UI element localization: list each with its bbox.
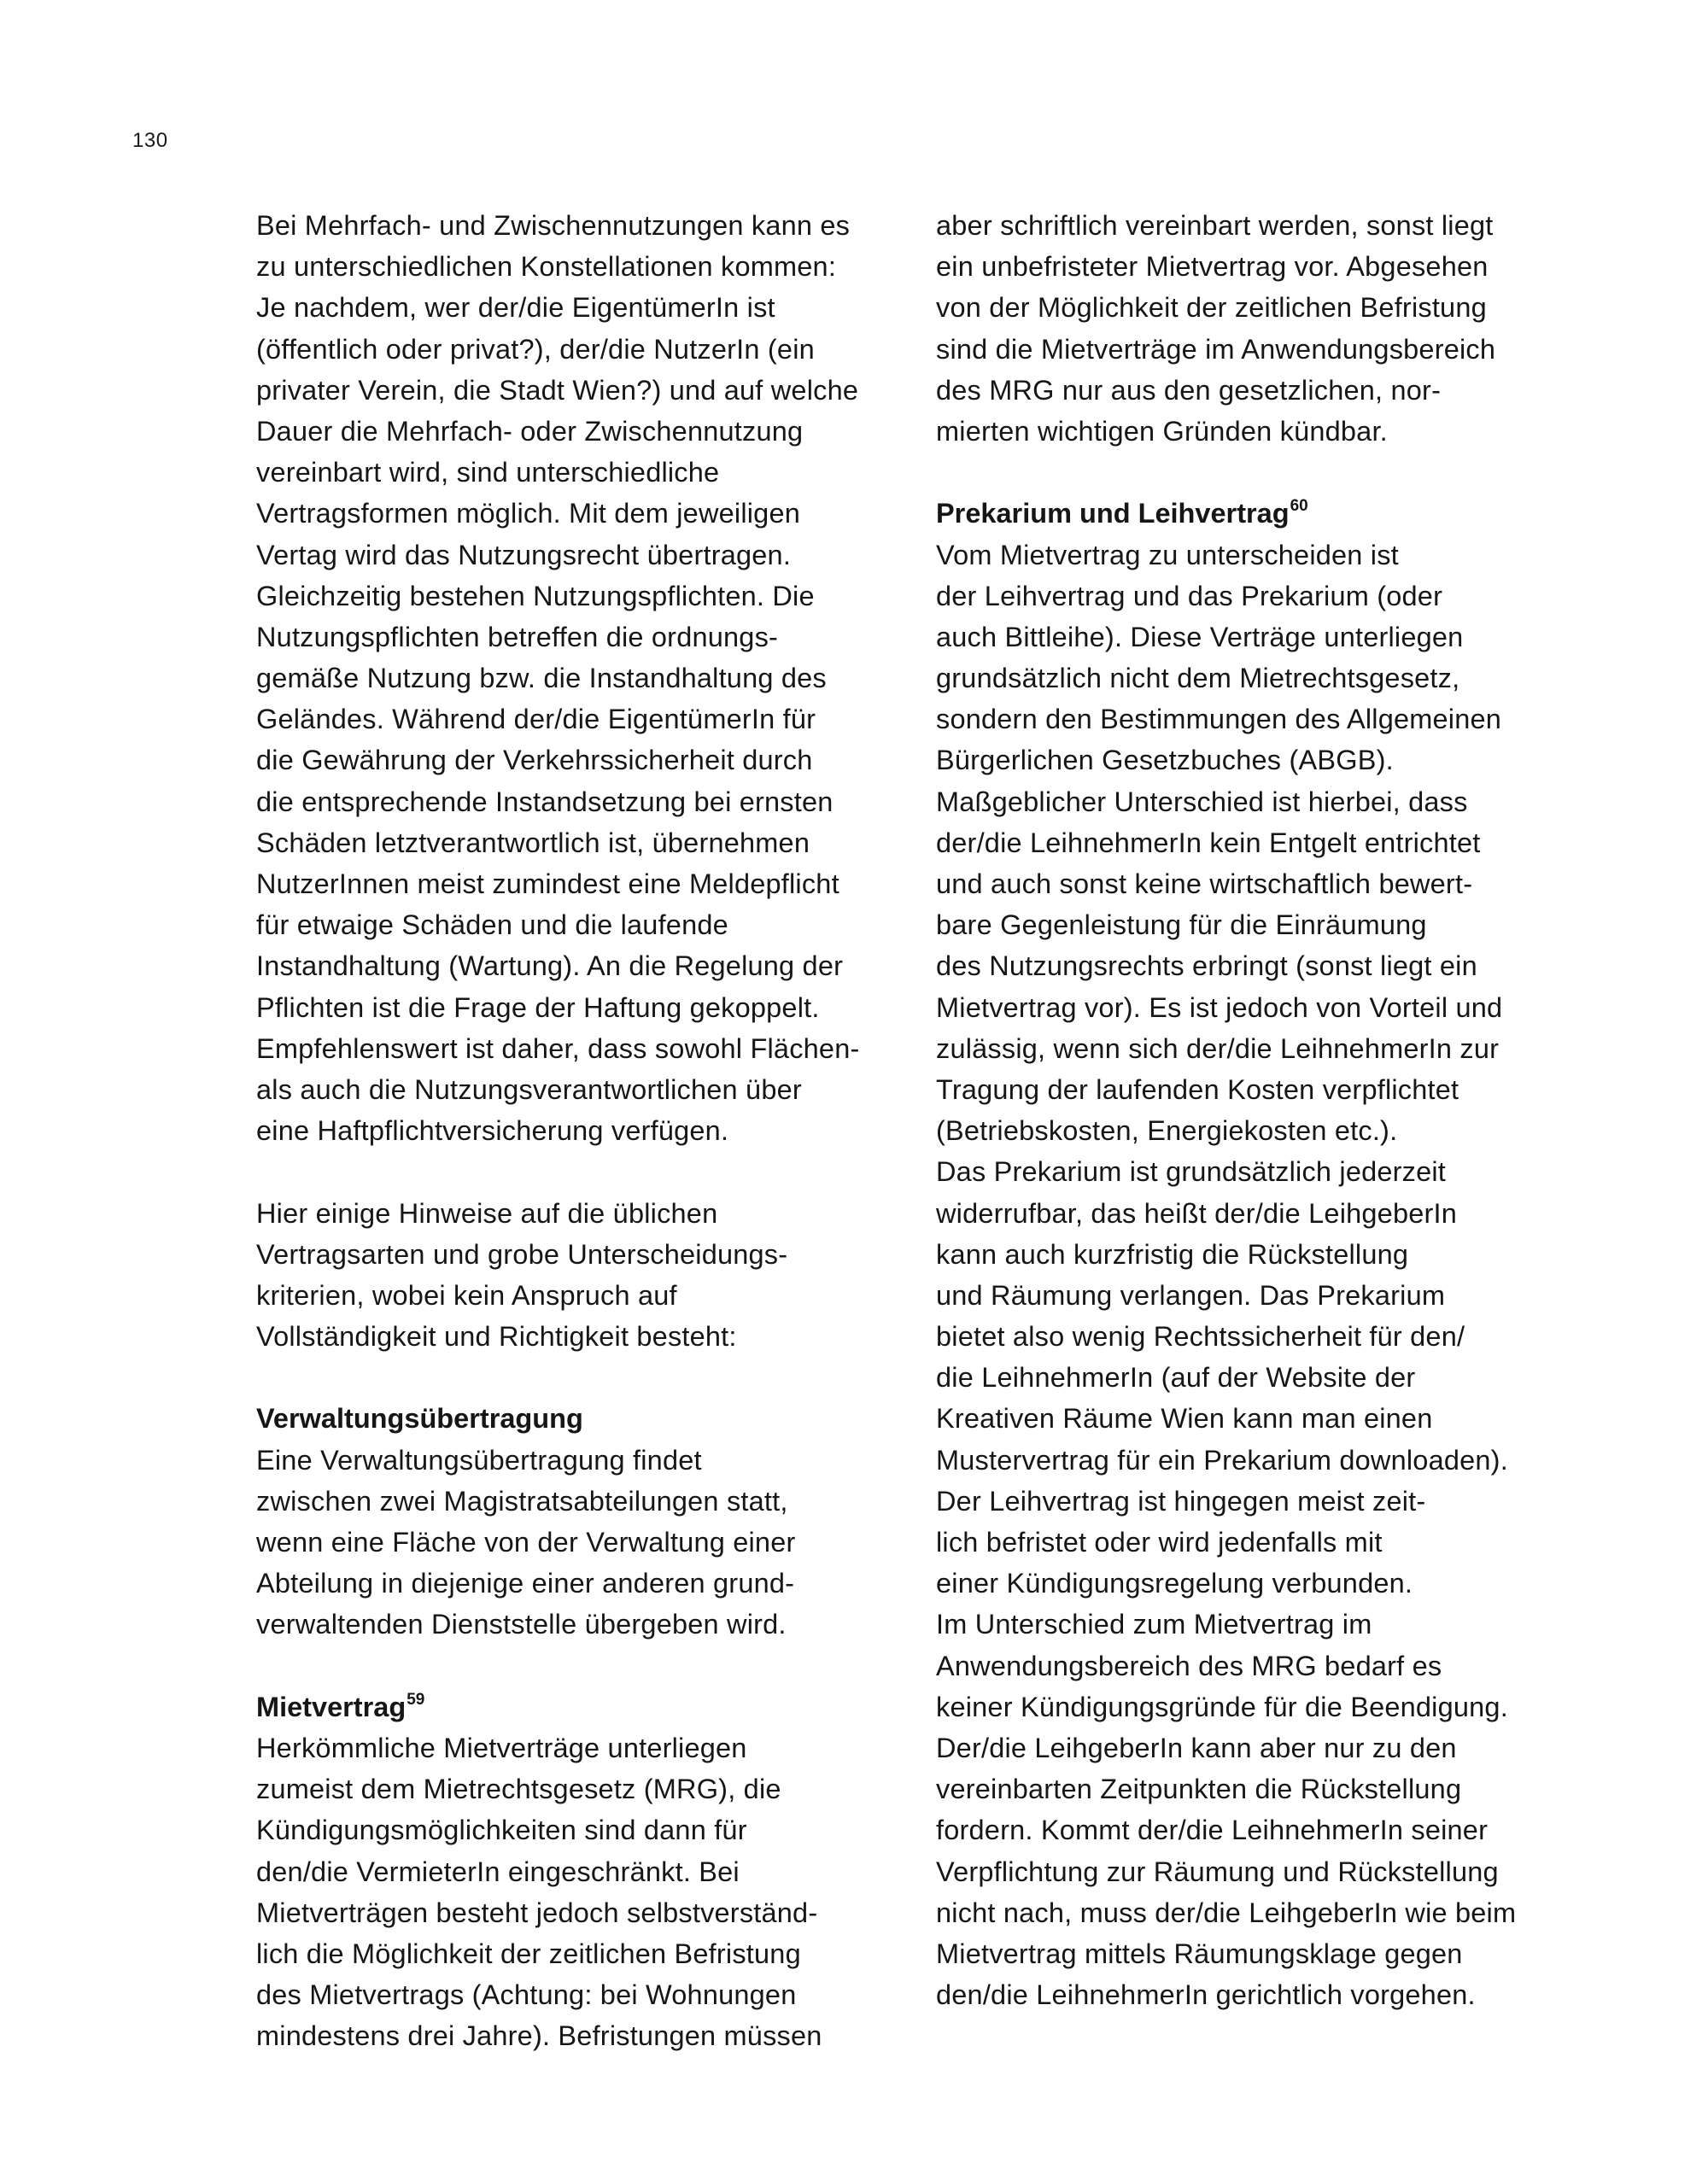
text-line: ein unbefristeter Mietvertrag vor. Abgesehen	[936, 251, 1489, 283]
text-line: NutzerInnen meist zumindest eine Meldepflicht	[256, 868, 839, 899]
text-line: des Mietvertrags (Achtung: bei Wohnungen	[256, 1979, 797, 2011]
text-line: auch Bittleihe). Diese Verträge unterliegen	[936, 621, 1464, 652]
text-line: Anwendungsbereich des MRG bedarf es	[936, 1650, 1442, 1681]
text-line: Vertragsarten und grobe Unterscheidungs-	[256, 1238, 788, 1270]
text-line: kriterien, wobei kein Anspruch auf	[256, 1279, 677, 1311]
text-line: (Betriebskosten, Energiekosten etc.).	[936, 1115, 1398, 1147]
text-line: kann auch kurzfristig die Rückstellung	[936, 1238, 1409, 1270]
text-line: Kreativen Räume Wien kann man einen	[936, 1403, 1433, 1435]
text-line: Hier einige Hinweise auf die üblichen	[256, 1197, 718, 1229]
left-column	[256, 205, 922, 2056]
text-line: Im Unterschied zum Mietvertrag im	[936, 1609, 1372, 1640]
text-line: keiner Kündigungsgründe für die Beendigung.	[936, 1691, 1508, 1722]
mietvertrag-continuation	[936, 205, 1602, 452]
text-line: für etwaige Schäden und die laufende	[256, 909, 728, 941]
section-mietvertrag	[256, 1686, 922, 2057]
text-line: lich befristet oder wird jedenfalls mit	[936, 1527, 1383, 1558]
text-line: zulässig, wenn sich der/die LeihnehmerIn zur	[936, 1032, 1500, 1064]
text-line: Geländes. Während der/die EigentümerIn für	[256, 704, 816, 735]
footnote-ref-59[interactable]: 59	[407, 1690, 425, 1709]
intro-paragraph	[256, 205, 922, 1151]
text-line: Empfehlenswert ist daher, dass sowohl Flächen-	[256, 1032, 860, 1064]
text-line: bietet also wenig Rechtssicherheit für den/	[936, 1321, 1465, 1353]
text-line: eine Haftpflichtversicherung verfügen.	[256, 1115, 729, 1147]
text-line: Vertragsformen möglich. Mit dem jeweiligen	[256, 498, 800, 529]
text-line: verwaltenden Dienststelle übergeben wird.	[256, 1609, 787, 1640]
section-verwaltungsuebertragung	[256, 1398, 922, 1645]
section-heading: Prekarium und Leihvertrag$^{60}$	[936, 497, 1308, 529]
text-line: der/die LeihnehmerIn kein Entgelt entrichtet	[936, 827, 1481, 858]
section-heading: Mietvertrag$^{59}$	[256, 1690, 425, 1722]
text-line: Herkömmliche Mietverträge unterliegen	[256, 1732, 747, 1763]
text-line: Bürgerlichen Gesetzbuches (ABGB).	[936, 745, 1394, 776]
section-body	[936, 535, 1602, 2016]
right-column	[936, 205, 1602, 2015]
text-line: Der Leihvertrag ist hingegen meist zeit-	[936, 1485, 1426, 1517]
text-line: einer Kündigungsregelung verbunden.	[936, 1568, 1413, 1599]
text-line: Dauer die Mehrfach- oder Zwischennutzung	[256, 415, 804, 447]
text-line: die Gewährung der Verkehrssicherheit durch	[256, 745, 813, 776]
text-line: bare Gegenleistung für die Einräumung	[936, 909, 1427, 941]
text-line: Verpflichtung zur Räumung und Rückstellung	[936, 1856, 1499, 1887]
text-line: zwischen zwei Magistratsabteilungen statt,	[256, 1485, 788, 1517]
text-line: Vertag wird das Nutzungsrecht übertragen.	[256, 539, 792, 570]
text-line: zumeist dem Mietrechtsgesetz (MRG), die	[256, 1774, 781, 1805]
text-line: Das Prekarium ist grundsätzlich jederzeit	[936, 1156, 1447, 1188]
text-line: wenn eine Fläche von der Verwaltung einer	[256, 1527, 796, 1558]
text-line: den/die VermieterIn eingeschränkt. Bei	[256, 1856, 740, 1887]
section-body	[256, 1440, 922, 1646]
text-line: fordern. Kommt der/die LeihnehmerIn seiner	[936, 1815, 1489, 1846]
text-line: Mietverträgen besteht jedoch selbstverständ-	[256, 1897, 818, 1928]
text-line: mierten wichtigen Gründen kündbar.	[936, 415, 1388, 447]
text-line: Pflichten ist die Frage der Haftung gekoppelt.	[256, 991, 820, 1023]
text-line: Vollständigkeit und Richtigkeit besteht:	[256, 1321, 737, 1353]
text-line: mindestens drei Jahre). Befristungen müssen	[256, 2020, 822, 2052]
text-line: Bei Mehrfach- und Zwischennutzungen kann es	[256, 210, 851, 241]
text-line: zu unterschiedlichen Konstellationen kommen:	[256, 251, 837, 283]
text-line: den/die LeihnehmerIn gerichtlich vorgehen.	[936, 1979, 1476, 2011]
footnote-ref-60[interactable]: 60	[1290, 497, 1308, 516]
paragraph-spacer	[256, 1357, 922, 1398]
section-heading: Verwaltungsübertragung	[256, 1403, 583, 1435]
text-line: Mietvertrag vor). Es ist jedoch von Vorteil und	[936, 991, 1503, 1023]
text-line: aber schriftlich vereinbart werden, sonst liegt	[936, 210, 1494, 241]
text-line: Nutzungspflichten betreffen die ordnungs-	[256, 621, 779, 652]
text-line: grundsätzlich nicht dem Mietrechtsgesetz,	[936, 663, 1460, 694]
text-line: Abteilung in diejenige einer anderen grund-	[256, 1568, 795, 1599]
text-line: Vom Mietvertrag zu unterscheiden ist	[936, 539, 1399, 570]
text-line: Tragung der laufenden Kosten verpflichtet	[936, 1073, 1459, 1105]
paragraph-spacer	[256, 1151, 922, 1192]
section-body	[256, 1727, 922, 2057]
paragraph-spacer	[936, 452, 1602, 493]
text-line: Kündigungsmöglichkeiten sind dann für	[256, 1815, 747, 1846]
text-line: die LeihnehmerIn (auf der Website der	[936, 1362, 1416, 1394]
text-line: nicht nach, muss der/die LeihgeberIn wie beim	[936, 1897, 1517, 1928]
text-line: lich die Möglichkeit der zeitlichen Befristung	[256, 1938, 801, 1969]
text-line: vereinbarten Zeitpunkten die Rückstellung	[936, 1774, 1462, 1805]
text-line: und Räumung verlangen. Das Prekarium	[936, 1279, 1446, 1311]
text-line: (öffentlich oder privat?), der/die NutzerIn (ein	[256, 333, 815, 365]
text-line: Mietvertrag mittels Räumungsklage gegen	[936, 1938, 1463, 1969]
text-line: des MRG nur aus den gesetzlichen, nor-	[936, 374, 1442, 406]
paragraph-spacer	[256, 1646, 922, 1686]
text-line: Eine Verwaltungsübertragung findet	[256, 1444, 702, 1476]
text-line: widerrufbar, das heißt der/die LeihgeberIn	[936, 1197, 1458, 1229]
text-line: und auch sonst keine wirtschaftlich bewert-	[936, 868, 1473, 899]
text-line: Schäden letztverantwortlich ist, übernehmen	[256, 827, 810, 858]
page-number: 130	[132, 129, 168, 152]
text-line: sondern den Bestimmungen des Allgemeinen	[936, 704, 1502, 735]
hints-paragraph	[256, 1193, 922, 1358]
text-line: Der/die LeihgeberIn kann aber nur zu den	[936, 1732, 1457, 1763]
text-line: Je nachdem, wer der/die EigentümerIn ist	[256, 292, 775, 324]
text-line: privater Verein, die Stadt Wien?) und auf welche	[256, 374, 859, 406]
text-line: von der Möglichkeit der zeitlichen Befristung	[936, 292, 1487, 324]
section-prekarium-leihvertrag	[936, 493, 1602, 2015]
text-line: Maßgeblicher Unterschied ist hierbei, dass	[936, 786, 1468, 817]
text-line: gemäße Nutzung bzw. die Instandhaltung des	[256, 663, 827, 694]
text-line: des Nutzungsrechts erbringt (sonst liegt ein	[936, 950, 1477, 982]
text-line: Gleichzeitig bestehen Nutzungspflichten. Die	[256, 580, 815, 611]
text-line: Mustervertrag für ein Prekarium downloaden).	[936, 1444, 1508, 1476]
text-line: der Leihvertrag und das Prekarium (oder	[936, 580, 1443, 611]
text-line: als auch die Nutzungsverantwortlichen über	[256, 1073, 802, 1105]
text-line: Instandhaltung (Wartung). An die Regelung der	[256, 950, 844, 982]
text-line: vereinbart wird, sind unterschiedliche	[256, 457, 720, 488]
text-line: sind die Mietverträge im Anwendungsbereich	[936, 333, 1496, 365]
text-line: die entsprechende Instandsetzung bei ernsten	[256, 786, 834, 817]
